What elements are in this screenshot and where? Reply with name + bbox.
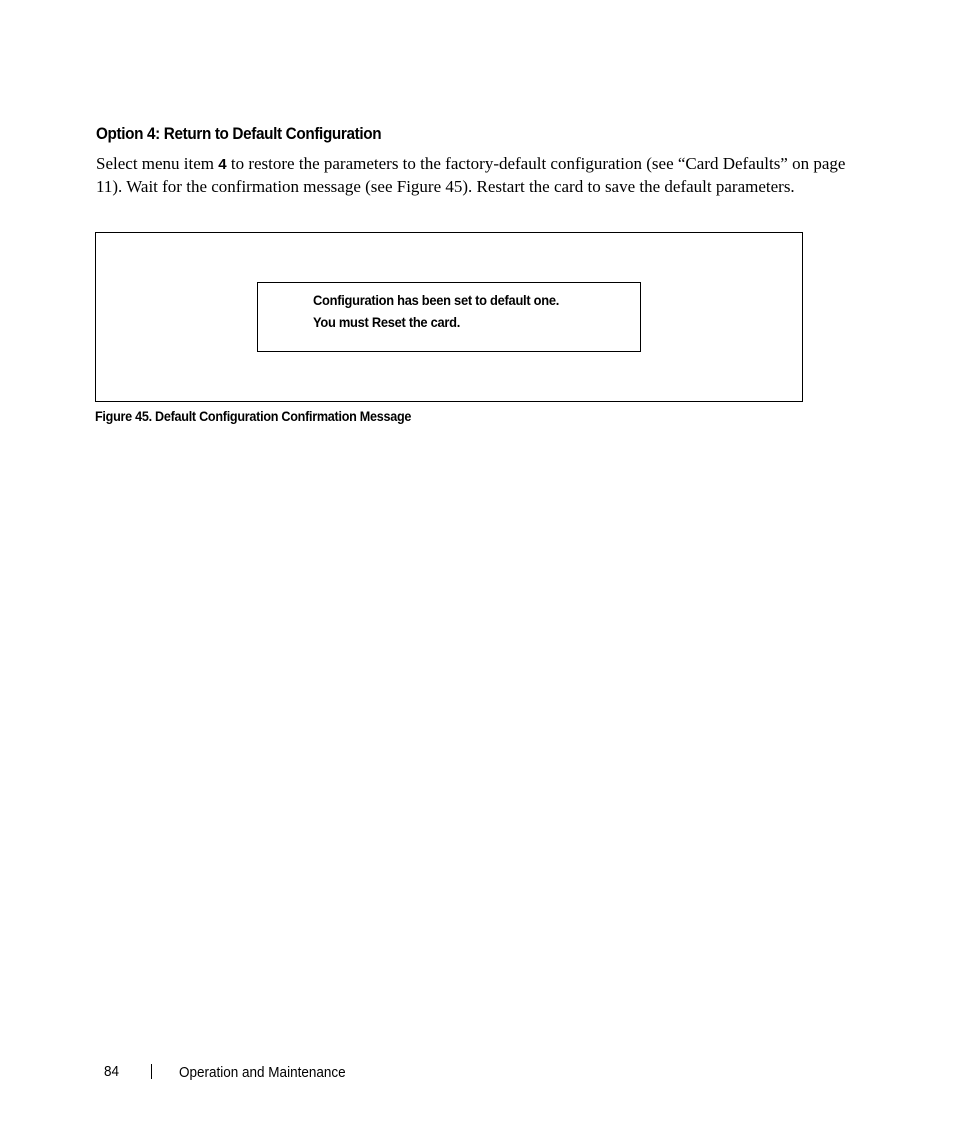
page-number: 84 [104,1063,120,1080]
message-line-2: You must Reset the card. [313,314,461,330]
body-paragraph [96,153,856,197]
figure-frame [95,232,803,402]
message-line-1: Configuration has been set to default one. [313,292,560,308]
paragraph-text-end: to restore the parameters to the factory-default configuration (see “Card Defaults” on page 11). Wait for the confirmation message (see Figure 45). Restart the card to save the default parameters. [96,154,846,196]
section-heading: Option 4: Return to Default Configuration [96,124,382,143]
confirmation-message-box [257,282,641,352]
menu-item-number: 4 [218,156,227,173]
footer-title: Operation and Maintenance [179,1064,346,1081]
paragraph-text-start: Select menu item [96,154,219,173]
footer-divider [151,1064,152,1079]
figure-caption: Figure 45. Default Configuration Confirmation Message [95,408,412,424]
